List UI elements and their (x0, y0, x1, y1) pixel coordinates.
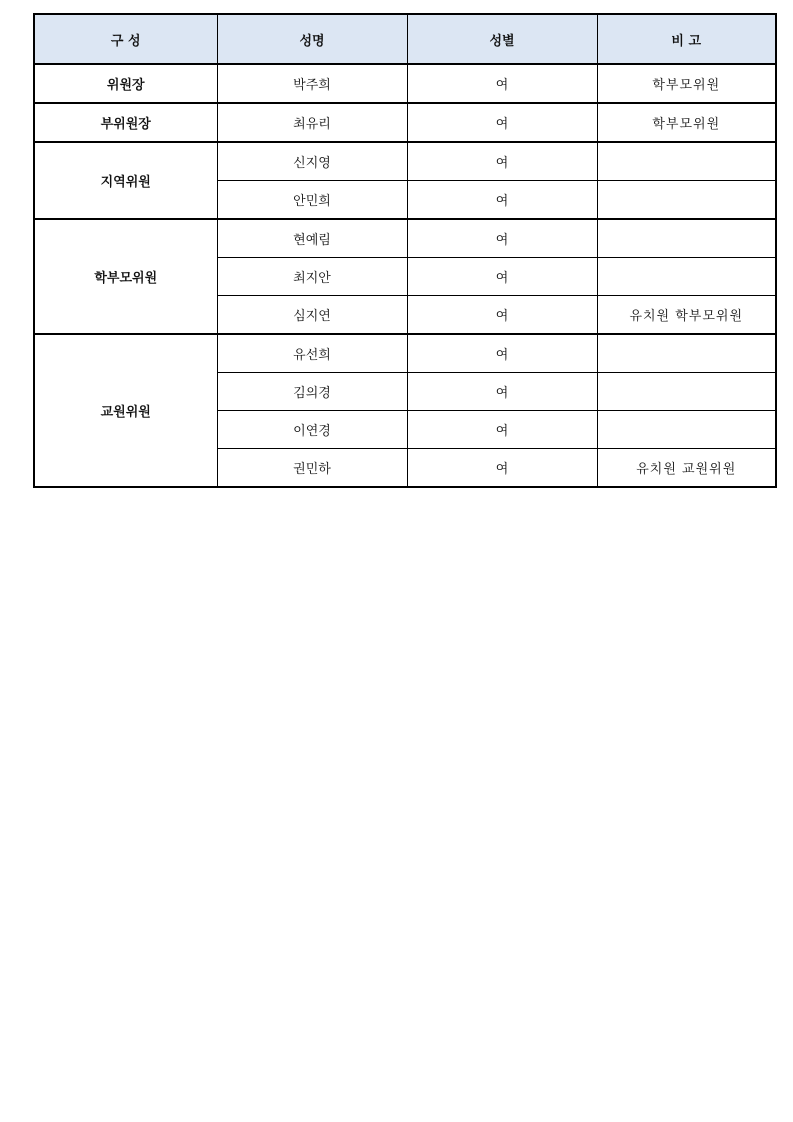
group-cell: 위원장 (34, 64, 217, 103)
gender-cell: 여 (407, 219, 597, 258)
note-cell (597, 181, 776, 220)
table-row (34, 334, 776, 373)
table-row (34, 103, 776, 142)
note-cell (597, 219, 776, 258)
gender-cell: 여 (407, 258, 597, 296)
name-cell: 이연경 (217, 411, 407, 449)
name-cell: 현예림 (217, 219, 407, 258)
name-cell: 신지영 (217, 142, 407, 181)
note-cell (597, 373, 776, 411)
name-cell: 최유리 (217, 103, 407, 142)
group-cell: 학부모위원 (34, 219, 217, 334)
note-cell (597, 142, 776, 181)
gender-cell: 여 (407, 142, 597, 181)
group-cell: 지역위원 (34, 142, 217, 219)
group-cell: 부위원장 (34, 103, 217, 142)
header-group: 구 성 (34, 14, 217, 64)
note-cell: 유치원 학부모위원 (597, 296, 776, 335)
gender-cell: 여 (407, 449, 597, 488)
note-cell: 학부모위원 (597, 64, 776, 103)
gender-cell: 여 (407, 181, 597, 220)
table-row (34, 64, 776, 103)
name-cell: 박주희 (217, 64, 407, 103)
gender-cell: 여 (407, 334, 597, 373)
gender-cell: 여 (407, 103, 597, 142)
name-cell: 김의경 (217, 373, 407, 411)
committee-table (33, 13, 777, 488)
header-note: 비 고 (597, 14, 776, 64)
note-cell: 학부모위원 (597, 103, 776, 142)
header-gender: 성별 (407, 14, 597, 64)
table-row (34, 219, 776, 258)
name-cell: 최지안 (217, 258, 407, 296)
table-row (34, 142, 776, 181)
note-cell (597, 334, 776, 373)
table-header-row (34, 14, 776, 64)
note-cell: 유치원 교원위원 (597, 449, 776, 488)
name-cell: 유선희 (217, 334, 407, 373)
note-cell (597, 411, 776, 449)
note-cell (597, 258, 776, 296)
header-name: 성명 (217, 14, 407, 64)
name-cell: 안민희 (217, 181, 407, 220)
gender-cell: 여 (407, 411, 597, 449)
gender-cell: 여 (407, 64, 597, 103)
group-cell: 교원위원 (34, 334, 217, 487)
name-cell: 심지연 (217, 296, 407, 335)
name-cell: 권민하 (217, 449, 407, 488)
gender-cell: 여 (407, 373, 597, 411)
gender-cell: 여 (407, 296, 597, 335)
